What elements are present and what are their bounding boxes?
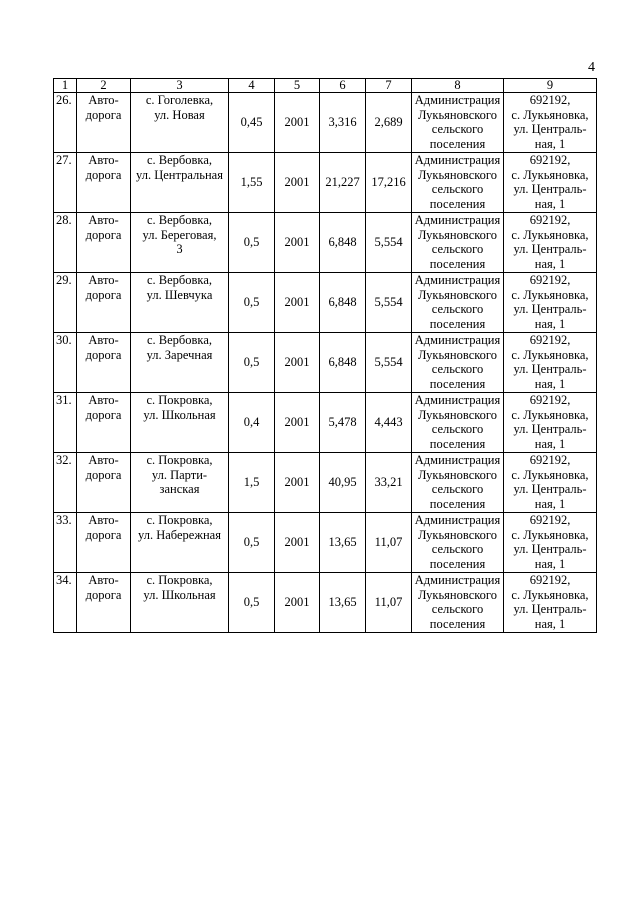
address-line: 3 [176,242,183,257]
value1-cell: 3,316 [320,93,366,153]
column-number: 8 [412,79,504,93]
owner-line: Администрация [414,453,501,467]
page-number: 4 [588,60,595,75]
object-type-line: дорога [85,167,122,182]
length-cell: 0,5 [229,573,275,633]
owner-address-cell [504,333,597,393]
owner-line: Лукьяновского [417,287,497,302]
owner-line: поселения [429,196,486,211]
length-cell: 0,5 [229,273,275,333]
owner-line: Администрация [414,573,501,587]
address-line: с. Покровка, [146,453,213,467]
table-row [54,573,597,633]
owner-line: сельского [431,122,484,137]
owner-address-line: ная, 1 [534,496,566,511]
owner-line: поселения [429,376,486,391]
value2-cell: 2,689 [366,93,412,153]
object-type-line: Авто- [88,393,119,407]
owner-address-line: с. Лукьяновка, [511,167,589,182]
owner-line: Лукьяновского [417,347,497,362]
object-type-line: дорога [85,107,122,122]
column-number: 4 [229,79,275,93]
owner-address-line: ул. Централь- [513,602,587,617]
address-line: ул. Школьная [143,587,216,602]
row-number: 32. [54,453,77,513]
owner-address-line: ул. Централь- [513,542,587,557]
owner-address-cell [504,213,597,273]
object-type-cell [77,513,131,573]
value2-cell: 11,07 [366,513,412,573]
owner-line: сельского [431,362,484,377]
address-line: с. Вербовка, [146,153,212,167]
address-cell [131,153,229,213]
owner-line: Администрация [414,393,501,407]
owner-line: сельского [431,182,484,197]
owner-address-line: с. Лукьяновка, [511,467,589,482]
address-line: ул. Новая [154,107,205,122]
table-row [54,453,597,513]
address-line: с. Покровка, [146,513,213,527]
owner-address-line: 692192, [529,93,571,107]
year-cell: 2001 [275,453,320,513]
value2-cell: 17,216 [366,153,412,213]
owner-cell [412,453,504,513]
owner-line: Лукьяновского [417,587,497,602]
object-type-line: Авто- [88,513,119,527]
value2-cell: 33,21 [366,453,412,513]
value1-cell: 6,848 [320,333,366,393]
address-line: с. Покровка, [146,393,213,407]
object-type-line: дорога [85,347,122,362]
year-cell: 2001 [275,513,320,573]
owner-line: поселения [429,556,486,571]
address-cell [131,513,229,573]
value2-cell: 5,554 [366,273,412,333]
object-type-cell [77,333,131,393]
owner-address-cell [504,513,597,573]
owner-address-line: с. Лукьяновка, [511,227,589,242]
owner-address-line: с. Лукьяновка, [511,587,589,602]
owner-address-cell [504,573,597,633]
row-number: 28. [54,213,77,273]
owner-line: поселения [429,316,486,331]
table-row [54,213,597,273]
object-type-line: Авто- [88,93,119,107]
address-line: ул. Набережная [138,527,221,542]
address-cell [131,213,229,273]
owner-cell [412,333,504,393]
table-row [54,513,597,573]
year-cell: 2001 [275,153,320,213]
object-type-line: дорога [85,287,122,302]
owner-address-line: 692192, [529,393,571,407]
owner-address-line: ная, 1 [534,556,566,571]
owner-address-line: ул. Централь- [513,242,587,257]
value1-cell: 21,227 [320,153,366,213]
owner-address-line: ная, 1 [534,436,566,451]
address-line: с. Вербовка, [146,333,212,347]
owner-address-line: с. Лукьяновка, [511,347,589,362]
table-row [54,93,597,153]
owner-address-cell [504,453,597,513]
row-number: 31. [54,393,77,453]
address-line: ул. Шевчука [146,287,213,302]
column-number: 6 [320,79,366,93]
year-cell: 2001 [275,573,320,633]
owner-address-line: с. Лукьяновка, [511,407,589,422]
table-row [54,333,597,393]
object-type-cell [77,93,131,153]
owner-cell [412,573,504,633]
owner-address-line: ная, 1 [534,376,566,391]
owner-line: Лукьяновского [417,227,497,242]
object-type-cell [77,273,131,333]
value1-cell: 5,478 [320,393,366,453]
row-number: 26. [54,93,77,153]
value2-cell: 11,07 [366,573,412,633]
object-type-line: дорога [85,527,122,542]
object-type-line: Авто- [88,153,119,167]
length-cell: 0,5 [229,333,275,393]
column-number: 1 [54,79,77,93]
owner-address-line: ул. Централь- [513,182,587,197]
column-number: 9 [504,79,597,93]
owner-address-line: ная, 1 [534,196,566,211]
year-cell: 2001 [275,333,320,393]
owner-address-line: 692192, [529,453,571,467]
object-type-line: Авто- [88,573,119,587]
owner-address-cell [504,153,597,213]
owner-line: сельского [431,422,484,437]
owner-line: Администрация [414,153,501,167]
object-type-cell [77,213,131,273]
owner-line: сельского [431,242,484,257]
owner-line: поселения [429,496,486,511]
owner-address-line: 692192, [529,573,571,587]
owner-address-line: ная, 1 [534,316,566,331]
owner-cell [412,153,504,213]
owner-line: сельского [431,602,484,617]
address-cell [131,273,229,333]
length-cell: 1,55 [229,153,275,213]
column-number: 3 [131,79,229,93]
table-row [54,153,597,213]
owner-cell [412,93,504,153]
value2-cell: 4,443 [366,393,412,453]
object-type-cell [77,573,131,633]
object-type-line: Авто- [88,273,119,287]
object-type-cell [77,453,131,513]
owner-cell [412,393,504,453]
row-number: 27. [54,153,77,213]
owner-cell [412,213,504,273]
owner-line: поселения [429,436,486,451]
year-cell: 2001 [275,393,320,453]
address-line: с. Гоголевка, [145,93,214,107]
owner-line: сельского [431,302,484,317]
column-number: 2 [77,79,131,93]
owner-cell [412,273,504,333]
table-row [54,273,597,333]
address-line: с. Покровка, [146,573,213,587]
row-number: 29. [54,273,77,333]
owner-line: сельского [431,482,484,497]
column-number: 5 [275,79,320,93]
owner-line: Администрация [414,333,501,347]
column-number-row [54,79,597,93]
owner-address-line: с. Лукьяновка, [511,527,589,542]
length-cell: 0,5 [229,513,275,573]
owner-address-line: с. Лукьяновка, [511,287,589,302]
address-line: ул. Школьная [143,407,216,422]
owner-line: сельского [431,542,484,557]
row-number: 33. [54,513,77,573]
owner-address-line: ул. Централь- [513,482,587,497]
row-number: 30. [54,333,77,393]
owner-address-line: ул. Централь- [513,362,587,377]
owner-address-line: 692192, [529,153,571,167]
object-type-line: Авто- [88,453,119,467]
road-registry-table [53,78,597,633]
owner-address-line: 692192, [529,513,571,527]
owner-line: Лукьяновского [417,527,497,542]
owner-address-line: ул. Централь- [513,422,587,437]
value1-cell: 13,65 [320,573,366,633]
object-type-cell [77,153,131,213]
owner-line: Лукьяновского [417,407,497,422]
value1-cell: 6,848 [320,273,366,333]
year-cell: 2001 [275,273,320,333]
owner-line: Администрация [414,93,501,107]
length-cell: 0,4 [229,393,275,453]
length-cell: 1,5 [229,453,275,513]
owner-address-cell [504,393,597,453]
address-cell [131,93,229,153]
row-number: 34. [54,573,77,633]
owner-line: Администрация [414,513,501,527]
address-cell [131,333,229,393]
column-number: 7 [366,79,412,93]
owner-address-line: ная, 1 [534,616,566,631]
table-row [54,393,597,453]
owner-address-line: ул. Централь- [513,122,587,137]
owner-line: поселения [429,136,486,151]
owner-line: Администрация [414,273,501,287]
object-type-line: Авто- [88,213,119,227]
year-cell: 2001 [275,213,320,273]
length-cell: 0,5 [229,213,275,273]
owner-address-line: 692192, [529,333,571,347]
address-line: ул. Заречная [146,347,213,362]
year-cell: 2001 [275,93,320,153]
owner-line: поселения [429,256,486,271]
owner-address-line: 692192, [529,273,571,287]
owner-line: поселения [429,616,486,631]
object-type-line: дорога [85,407,122,422]
value1-cell: 40,95 [320,453,366,513]
owner-address-line: ул. Централь- [513,302,587,317]
owner-line: Лукьяновского [417,107,497,122]
address-cell [131,393,229,453]
value2-cell: 5,554 [366,213,412,273]
address-cell [131,453,229,513]
value2-cell: 5,554 [366,333,412,393]
object-type-line: дорога [85,587,122,602]
owner-cell [412,513,504,573]
owner-line: Администрация [414,213,501,227]
address-line: с. Вербовка, [146,273,212,287]
object-type-line: дорога [85,227,122,242]
owner-address-line: 692192, [529,213,571,227]
address-line: ул. Береговая, [142,227,217,242]
owner-address-line: ная, 1 [534,256,566,271]
object-type-line: дорога [85,467,122,482]
address-line: ул. Парти- [151,467,208,482]
owner-address-cell [504,93,597,153]
value1-cell: 13,65 [320,513,366,573]
owner-address-cell [504,273,597,333]
length-cell: 0,45 [229,93,275,153]
owner-address-line: с. Лукьяновка, [511,107,589,122]
object-type-cell [77,393,131,453]
owner-address-line: ная, 1 [534,136,566,151]
owner-line: Лукьяновского [417,467,497,482]
value1-cell: 6,848 [320,213,366,273]
address-line: с. Вербовка, [146,213,212,227]
owner-line: Лукьяновского [417,167,497,182]
object-type-line: Авто- [88,333,119,347]
address-line: занская [159,482,200,497]
address-cell [131,573,229,633]
address-line: ул. Центральная [136,167,223,182]
